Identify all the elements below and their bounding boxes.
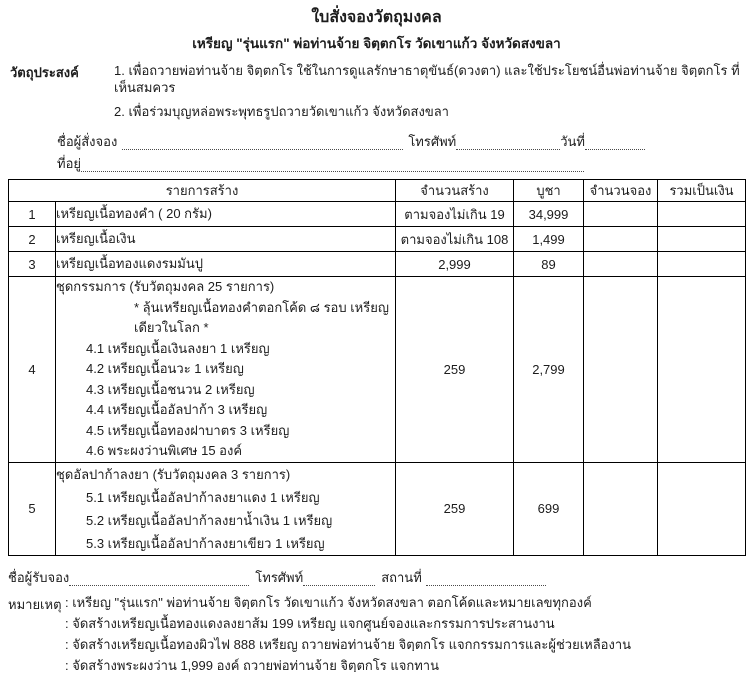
item-subline: 4.5 เหรียญเนื้อทองฝาบาตร 3 เหรียญ — [86, 422, 290, 438]
item-description — [56, 202, 396, 227]
receiver-name-blank — [69, 573, 249, 586]
page-title: ใบสั่งจองวัตถุมงคล — [311, 9, 442, 26]
price-cell: 699 — [514, 462, 584, 555]
item-line: ชุดอัลปาก้าลงยา (รับวัตถุมงคล 3 รายการ) — [56, 466, 291, 482]
item-subline: 4.3 เหรียญเนื้อชนวน 2 เหรียญ — [86, 381, 255, 397]
col-header-total: รวมเป็นเงิน — [658, 180, 746, 202]
purpose-item-2: 2. เพื่อร่วมบุญหล่อพระพุทธรูปถวายวัดเขาแก้ว จังหวัดสงขลา — [114, 104, 449, 119]
note-item: : เหรียญ "รุ่นแรก" พ่อท่านจ้าย จิตฺตกโร วัดเขาแก้ว จังหวัดสงขลา ตอกโค้ดและหมายเลขทุกองค์ — [65, 594, 592, 610]
table-row — [9, 252, 746, 277]
total-amount-cell — [658, 227, 746, 252]
col-header-reserve: จำนวนจอง — [584, 180, 658, 202]
item-subline: 4.4 เหรียญเนื้ออัลปาก้า 3 เหรียญ — [86, 402, 268, 417]
receiver-line — [0, 569, 753, 586]
address-line — [0, 155, 753, 172]
made-qty-cell: 259 — [396, 277, 514, 463]
table-row — [9, 202, 746, 227]
item-description — [56, 277, 396, 463]
item-description — [56, 462, 396, 555]
row-number: 4 — [9, 277, 56, 463]
note-item: : จัดสร้างเหรียญเนื้อทองแดงลงยาส้ม 199 เหรียญ แจกศูนย์จองและกรรมการประสานงาน — [65, 615, 555, 631]
orderer-name-label: ชื่อผู้สั่งจอง — [57, 134, 118, 149]
orderer-date-blank — [585, 137, 645, 150]
item-subline: 5.2 เหรียญเนื้ออัลปาก้าลงยาน้ำเงิน 1 เหรียญ — [86, 512, 333, 528]
notes-label: หมายเหตุ — [8, 596, 62, 612]
purpose-label: วัตถุประสงค์ — [10, 65, 79, 80]
receiver-phone-label: โทรศัพท์ — [255, 569, 304, 585]
col-header-item: รายการสร้าง — [9, 180, 396, 202]
total-amount-cell — [658, 462, 746, 555]
reserve-qty-cell — [584, 202, 658, 227]
note-item: : จัดสร้างพระผงว่าน 1,999 องค์ ถวายพ่อท่านจ้าย จิตฺตกโร แจกทาน — [65, 657, 439, 673]
notes-list — [65, 594, 631, 678]
item-subline: 4.6 พระผงว่านพิเศษ 15 องค์ — [86, 443, 243, 458]
purpose-items — [114, 62, 753, 127]
table-header-row — [9, 180, 746, 202]
total-amount-cell — [658, 252, 746, 277]
receiver-phone-blank — [303, 573, 375, 586]
table-row — [9, 277, 746, 463]
item-subline: 4.2 เหรียญเนื้อนวะ 1 เหรียญ — [86, 361, 244, 376]
reserve-qty-cell — [584, 462, 658, 555]
receiver-place-blank — [426, 573, 546, 586]
made-qty-cell: 2,999 — [396, 252, 514, 277]
row-number: 5 — [9, 462, 56, 555]
col-header-price: บูชา — [514, 180, 584, 202]
item-subline: 4.1 เหรียญเนื้อเงินลงยา 1 เหรียญ — [86, 340, 270, 356]
page-subtitle: เหรียญ "รุ่นแรก" พ่อท่านจ้าย จิตฺตกโร วัดเขาแก้ว จังหวัดสงขลา — [192, 36, 561, 51]
notes-section — [0, 594, 753, 678]
order-items-table — [8, 179, 746, 556]
item-line: เหรียญเนื้อทองแดงรมมันปู — [56, 256, 203, 271]
orderer-date-label: วันที่ — [560, 134, 586, 149]
price-cell: 1,499 — [514, 227, 584, 252]
row-number: 1 — [9, 202, 56, 227]
reserve-qty-cell — [584, 227, 658, 252]
note-item: : จัดสร้างเหรียญเนื้อทองผิวไฟ 888 เหรียญ ถวายพ่อท่านจ้าย จิตฺตกโร แจกกรรมการและผู้ช่วยเหลืองาน — [65, 636, 632, 652]
table-row — [9, 462, 746, 555]
item-description — [56, 227, 396, 252]
orderer-line — [0, 133, 753, 150]
item-line: เหรียญเนื้อเงิน — [56, 231, 136, 246]
item-line: เหรียญเนื้อทองคำ ( 20 กรัม) — [56, 206, 212, 221]
receiver-name-label: ชื่อผู้รับจอง — [8, 569, 70, 585]
col-header-made: จำนวนสร้าง — [396, 180, 514, 202]
price-cell: 2,799 — [514, 277, 584, 463]
receiver-place-label: สถานที่ — [381, 569, 422, 585]
reserve-qty-cell — [584, 277, 658, 463]
total-amount-cell — [658, 277, 746, 463]
orderer-phone-label: โทรศัพท์ — [408, 134, 457, 149]
orderer-phone-blank — [456, 137, 560, 150]
item-description — [56, 252, 396, 277]
item-subline: 5.1 เหรียญเนื้ออัลปาก้าลงยาแดง 1 เหรียญ — [86, 489, 320, 505]
total-amount-cell — [658, 202, 746, 227]
row-number: 3 — [9, 252, 56, 277]
made-qty-cell: 259 — [396, 462, 514, 555]
item-highlight-line: * ลุ้นเหรียญเนื้อทองคำตอกโค้ด ๘ รอบ เหรียญเดียวในโลก * — [134, 299, 389, 335]
purpose-item-1: 1. เพื่อถวายพ่อท่านจ้าย จิตฺตกโร ใช้ในการดูแลรักษาธาตุขันธ์(ดวงตา) และใช้ประโยชน์อื่นพ่อท่านจ้าย จิตฺตกโร ที่เห็นสมควร — [114, 63, 740, 95]
item-subline: 5.3 เหรียญเนื้ออัลปาก้าลงยาเขียว 1 เหรียญ — [86, 535, 325, 551]
purpose-section — [0, 62, 753, 127]
address-blank — [81, 159, 584, 172]
price-cell: 89 — [514, 252, 584, 277]
item-line: ชุดกรรมการ (รับวัตถุมงคล 25 รายการ) — [56, 279, 275, 294]
orderer-name-blank — [122, 137, 403, 150]
made-qty-cell: ตามจองไม่เกิน 108 — [396, 227, 514, 252]
row-number: 2 — [9, 227, 56, 252]
made-qty-cell: ตามจองไม่เกิน 19 — [396, 202, 514, 227]
price-cell: 34,999 — [514, 202, 584, 227]
table-row — [9, 227, 746, 252]
reserve-qty-cell — [584, 252, 658, 277]
address-label: ที่อยู่ — [57, 156, 81, 171]
